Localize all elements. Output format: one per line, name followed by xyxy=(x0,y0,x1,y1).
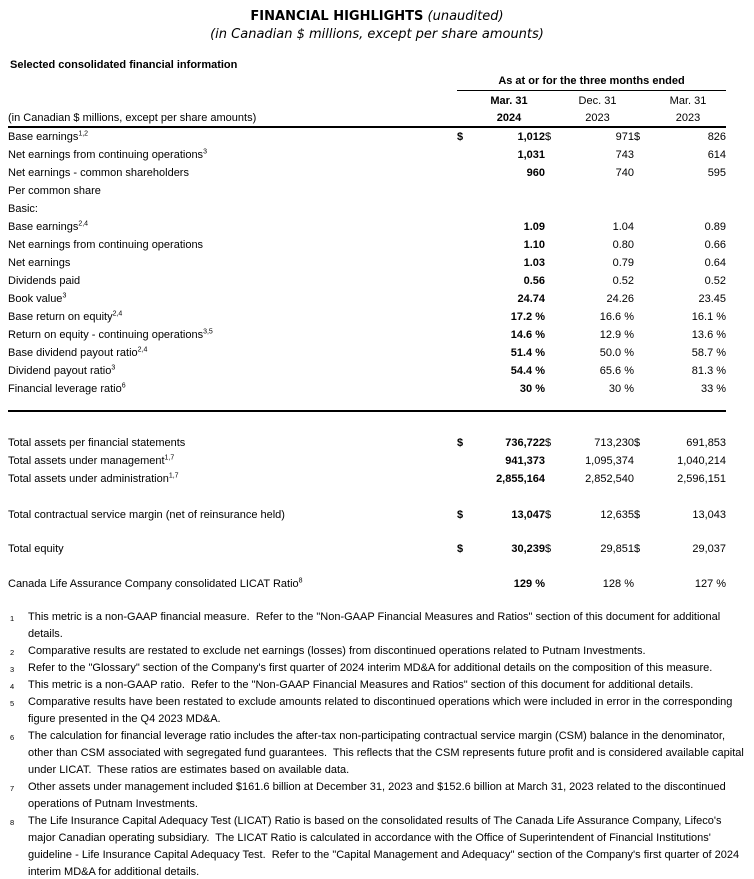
value-cell: 0.66 xyxy=(704,239,727,251)
footnote xyxy=(0,728,754,779)
currency-symbol xyxy=(457,236,473,254)
value-cell xyxy=(650,200,726,218)
table-row xyxy=(8,218,726,236)
footnote-text: The calculation for financial leverage ratio includes the after-tax non-participating contractual service margin (CSM) balance in the denominator, other than CSM associated with segregated fund guarantees. This reflects that the CSM represents future profit and is considered available capital under LICAT. These ratios are estimates based on available data. xyxy=(28,730,747,776)
table-row xyxy=(8,127,726,146)
value-cell: 1,031 xyxy=(517,149,545,161)
value-cell: 1.09 xyxy=(523,221,545,233)
value-cell: 0.64 xyxy=(704,257,727,269)
table-row xyxy=(8,344,726,362)
value-cell: 29,037 xyxy=(692,543,727,555)
row-label: Total equity xyxy=(8,543,64,555)
currency-symbol xyxy=(545,218,561,236)
footnote-text: Comparative results have been restated to exclude amounts related to discontinued operations which were included in error in the corresponding figure presented in the Q4 2023 MD&A. xyxy=(28,696,736,725)
footnote-number: 5 xyxy=(10,699,15,708)
currency-symbol xyxy=(457,380,473,398)
document-subtitle: (in Canadian $ millions, except per share amounts) xyxy=(210,27,544,42)
value-cell: 23.45 xyxy=(698,293,727,305)
column-header-mar-2024: Mar. 31 xyxy=(490,95,528,107)
value-cell: 16.6 % xyxy=(599,311,634,323)
column-header-row-1 xyxy=(8,91,726,108)
column-year-2023b: 2023 xyxy=(650,107,726,127)
value-cell: 128 % xyxy=(602,578,634,590)
value-cell: 0.52 xyxy=(704,275,727,287)
title-main: FINANCIAL HIGHLIGHTS xyxy=(250,9,424,24)
row-label: Base earnings$^{1,2}$ xyxy=(8,130,89,143)
spacer-row xyxy=(8,411,726,434)
footnote-text: Refer to the "Glossary" section of the Company's first quarter of 2024 interim MD&A for additional details on the composition of this measure. xyxy=(28,662,713,674)
footnote-reference: 3,5 xyxy=(203,328,213,336)
currency-symbol xyxy=(634,575,650,593)
footnote-number: 8 xyxy=(10,818,15,827)
currency-symbol xyxy=(545,326,561,344)
value-cell: 691,853 xyxy=(686,437,727,449)
row-label: Book value$^3$ xyxy=(8,292,67,305)
row-label: Financial leverage ratio$^6$ xyxy=(8,382,126,395)
row-label: Canada Life Assurance Company consolidated LICAT Ratio$^8$ xyxy=(8,577,303,590)
currency-symbol xyxy=(457,470,473,488)
currency-symbol xyxy=(545,575,561,593)
footnote-reference: 6 xyxy=(121,382,126,390)
value-cell: 595 xyxy=(707,167,727,179)
footnote-text: This metric is a non-GAAP ratio. Refer to the "Non-GAAP Financial Measures and Ratios" section of this document for additional details. xyxy=(28,679,694,691)
value-cell: 12.9 % xyxy=(599,329,634,341)
footnote-number: 1 xyxy=(10,614,15,623)
currency-symbol xyxy=(545,308,561,326)
table-row xyxy=(8,146,726,164)
value-cell: 0.79 xyxy=(612,257,634,269)
row-label: Total assets per financial statements xyxy=(8,437,186,449)
title-unaudited: (unaudited) xyxy=(423,9,504,24)
currency-symbol xyxy=(634,272,650,290)
value-cell: 0.80 xyxy=(612,239,634,251)
row-label: Per common share xyxy=(8,185,101,197)
currency-symbol xyxy=(545,452,561,470)
value-cell: 743 xyxy=(615,149,634,161)
currency-symbol xyxy=(457,254,473,272)
table-row xyxy=(8,290,726,308)
column-year-2024: 2024 xyxy=(473,107,545,127)
currency-symbol xyxy=(634,254,650,272)
footnote-number: 3 xyxy=(10,665,15,674)
table-row xyxy=(8,434,726,452)
period-header: As at or for the three months ended xyxy=(457,72,726,91)
table-row xyxy=(8,380,726,398)
spacer-row xyxy=(8,558,726,575)
footnote xyxy=(0,660,754,677)
row-label: Base earnings$^{2,4}$ xyxy=(8,220,89,233)
currency-symbol xyxy=(545,272,561,290)
currency-symbol xyxy=(545,254,561,272)
currency-symbol xyxy=(634,380,650,398)
value-cell: 1.10 xyxy=(523,239,545,251)
currency-symbol xyxy=(634,200,650,218)
currency-symbol: $ xyxy=(545,437,552,449)
currency-symbol xyxy=(457,326,473,344)
footnote xyxy=(0,609,754,643)
footnote-reference: 1,7 xyxy=(164,454,175,462)
row-label: Total contractual service margin (net of reinsurance held) xyxy=(8,509,285,521)
table-row xyxy=(8,272,726,290)
value-cell: 960 xyxy=(526,167,545,179)
currency-symbol: $ xyxy=(634,509,641,521)
value-cell xyxy=(650,182,726,200)
row-label: Base return on equity$^{2,4}$ xyxy=(8,310,123,323)
currency-symbol: $ xyxy=(634,437,641,449)
value-cell: 0.89 xyxy=(704,221,727,233)
column-year-2023a: 2023 xyxy=(561,107,634,127)
value-cell: 81.3 % xyxy=(691,365,727,377)
value-cell: 51.4 % xyxy=(510,347,545,359)
table-row xyxy=(8,452,726,470)
value-cell: 30 % xyxy=(608,383,634,395)
row-label: Total assets under administration$^{1,7}$ xyxy=(8,472,179,485)
value-cell xyxy=(473,200,545,218)
table-row xyxy=(8,362,726,380)
currency-symbol: $ xyxy=(457,437,464,449)
value-cell: 0.52 xyxy=(612,275,634,287)
row-label: Net earnings from continuing operations xyxy=(8,239,204,251)
footnote-number: 6 xyxy=(10,733,15,742)
value-cell: 29,851 xyxy=(600,543,634,555)
row-label: Dividends paid xyxy=(8,275,81,287)
value-cell: 65.6 % xyxy=(599,365,634,377)
table-row xyxy=(8,182,726,200)
currency-symbol xyxy=(634,182,650,200)
table-row xyxy=(8,470,726,488)
currency-symbol xyxy=(457,146,473,164)
footnote-text: This metric is a non-GAAP financial measure. Refer to the "Non-GAAP Financial Measures and Ratios" section of this document for additional details. xyxy=(28,611,724,640)
value-cell xyxy=(561,182,634,200)
value-cell: 13,043 xyxy=(692,509,727,521)
footnote-reference: 2,4 xyxy=(112,310,123,318)
table-row xyxy=(8,575,726,593)
currency-symbol xyxy=(634,452,650,470)
currency-symbol xyxy=(634,470,650,488)
value-cell: 2,855,164 xyxy=(496,473,545,485)
table-row xyxy=(8,254,726,272)
value-cell: 2,852,540 xyxy=(585,473,634,485)
value-cell: 13,047 xyxy=(511,509,545,521)
footnote-reference: 2,4 xyxy=(137,346,148,354)
row-label: Basic: xyxy=(8,203,38,215)
value-cell: 1,095,374 xyxy=(585,455,634,467)
footnote-reference: 1,2 xyxy=(78,130,89,138)
footnote-text: The Life Insurance Capital Adequacy Test (LICAT) Ratio is based on the consolidated results of The Canada Life Assurance Company, Lifeco's major Canadian operating subsidiary. The LICAT Ratio is calculated in accordance with the Office of Superintendent of Financial Institutions' guideline - Life Insurance Capital Adequacy Test. Refer to the "Capital Management and Adequacy" section of the Company's first quarter of 2024 interim MD&A for additional details. xyxy=(28,815,743,878)
value-cell: 129 % xyxy=(513,578,545,590)
value-cell xyxy=(473,182,545,200)
row-label: Base dividend payout ratio$^{2,4}$ xyxy=(8,346,148,359)
value-cell: 614 xyxy=(707,149,727,161)
currency-symbol xyxy=(457,308,473,326)
footnote-reference: 3 xyxy=(62,292,67,300)
row-label: Return on equity - continuing operations$^{3,5}$ xyxy=(8,328,213,341)
footnote xyxy=(0,643,754,660)
footnote xyxy=(0,677,754,694)
currency-symbol xyxy=(457,290,473,308)
currency-symbol xyxy=(545,200,561,218)
currency-symbol xyxy=(457,272,473,290)
section-heading: Selected consolidated financial information xyxy=(10,59,238,71)
value-cell: 1.03 xyxy=(523,257,545,269)
value-cell: 1,040,214 xyxy=(677,455,727,467)
currency-symbol: $ xyxy=(634,131,641,143)
value-cell: 12,635 xyxy=(600,509,634,521)
column-header-dec-2023: Dec. 31 xyxy=(578,95,617,107)
table-row xyxy=(8,200,726,218)
currency-symbol xyxy=(545,380,561,398)
footnote-reference: 8 xyxy=(298,577,303,585)
value-cell: 826 xyxy=(707,131,727,143)
value-cell: 33 % xyxy=(700,383,727,395)
footnote-reference: 1,7 xyxy=(168,472,179,480)
row-label: Total assets under management$^{1,7}$ xyxy=(8,454,175,467)
row-label: Net earnings from continuing operations$^3$ xyxy=(8,148,207,161)
value-cell: 30,239 xyxy=(511,543,545,555)
value-cell: 17.2 % xyxy=(510,311,545,323)
footnote-number: 4 xyxy=(10,682,15,691)
currency-symbol xyxy=(545,362,561,380)
currency-symbol: $ xyxy=(545,543,552,555)
table-row xyxy=(8,164,726,182)
row-label: Net earnings xyxy=(8,257,71,269)
value-cell: 736,722 xyxy=(505,437,545,449)
currency-symbol xyxy=(634,326,650,344)
financial-highlights-table xyxy=(8,72,726,593)
column-header-mar-2023: Mar. 31 xyxy=(669,95,707,107)
spacer-row xyxy=(8,524,726,540)
value-cell xyxy=(561,200,634,218)
footnote-text: Other assets under management included $161.6 billion at December 31, 2023 and $152.6 billion at March 31, 2023 related to the discontinued operations of Putnam Investments. xyxy=(28,781,729,810)
footnote xyxy=(0,813,754,879)
row-axis-label: (in Canadian $ millions, except per share amounts) xyxy=(8,107,457,127)
section-divider-line xyxy=(8,398,726,411)
value-cell: 50.0 % xyxy=(599,347,634,359)
column-header-row-2 xyxy=(8,107,726,127)
value-cell: 941,373 xyxy=(505,455,545,467)
period-header-row xyxy=(8,72,726,91)
currency-symbol xyxy=(545,236,561,254)
table-row xyxy=(8,326,726,344)
currency-symbol xyxy=(457,200,473,218)
currency-symbol xyxy=(457,344,473,362)
table-row xyxy=(8,236,726,254)
footnote-number: 7 xyxy=(10,784,15,793)
footnote-number: 2 xyxy=(10,648,15,657)
currency-symbol xyxy=(545,164,561,182)
currency-symbol xyxy=(457,575,473,593)
row-label: Net earnings - common shareholders xyxy=(8,167,189,179)
currency-symbol: $ xyxy=(457,543,464,555)
footnote-text: Comparative results are restated to exclude net earnings (losses) from discontinued operations related to Putnam Investments. xyxy=(28,645,646,657)
value-cell: 713,230 xyxy=(594,437,634,449)
currency-symbol xyxy=(457,452,473,470)
value-cell: 740 xyxy=(615,167,634,179)
document-title xyxy=(0,8,754,26)
currency-symbol xyxy=(634,290,650,308)
currency-symbol: $ xyxy=(545,509,552,521)
value-cell: 127 % xyxy=(694,578,727,590)
row-label: Dividend payout ratio$^3$ xyxy=(8,364,116,377)
table-row xyxy=(8,308,726,326)
footnote-reference: 2,4 xyxy=(78,220,89,228)
value-cell: 0.56 xyxy=(523,275,545,287)
currency-symbol xyxy=(634,164,650,182)
table-row xyxy=(8,506,726,524)
currency-symbol: $ xyxy=(457,131,464,143)
value-cell: 30 % xyxy=(519,383,545,395)
value-cell: 2,596,151 xyxy=(677,473,727,485)
currency-symbol xyxy=(634,308,650,326)
currency-symbol xyxy=(545,470,561,488)
currency-symbol xyxy=(634,236,650,254)
currency-symbol xyxy=(545,146,561,164)
value-cell: 971 xyxy=(615,131,634,143)
value-cell: 1,012 xyxy=(517,131,545,143)
currency-symbol xyxy=(545,182,561,200)
value-cell: 54.4 % xyxy=(510,365,545,377)
document-title-block xyxy=(0,0,754,44)
value-cell: 16.1 % xyxy=(691,311,727,323)
footnote xyxy=(0,779,754,813)
value-cell: 58.7 % xyxy=(691,347,727,359)
value-cell: 14.6 % xyxy=(510,329,545,341)
currency-symbol xyxy=(457,164,473,182)
footnote xyxy=(0,694,754,728)
currency-symbol: $ xyxy=(457,509,464,521)
value-cell: 24.74 xyxy=(517,293,545,305)
currency-symbol xyxy=(457,362,473,380)
footnotes xyxy=(0,609,754,879)
value-cell: 24.26 xyxy=(606,293,634,305)
currency-symbol xyxy=(457,182,473,200)
currency-symbol xyxy=(634,362,650,380)
currency-symbol: $ xyxy=(634,543,641,555)
currency-symbol xyxy=(634,146,650,164)
footnote-reference: 3 xyxy=(203,148,207,156)
currency-symbol xyxy=(457,218,473,236)
spacer-row xyxy=(8,488,726,506)
value-cell: 13.6 % xyxy=(691,329,727,341)
currency-symbol xyxy=(545,344,561,362)
currency-symbol xyxy=(545,290,561,308)
currency-symbol: $ xyxy=(545,131,552,143)
table-row xyxy=(8,540,726,558)
currency-symbol xyxy=(634,218,650,236)
value-cell: 1.04 xyxy=(612,221,634,233)
currency-symbol xyxy=(634,344,650,362)
footnote-reference: 3 xyxy=(111,364,116,372)
